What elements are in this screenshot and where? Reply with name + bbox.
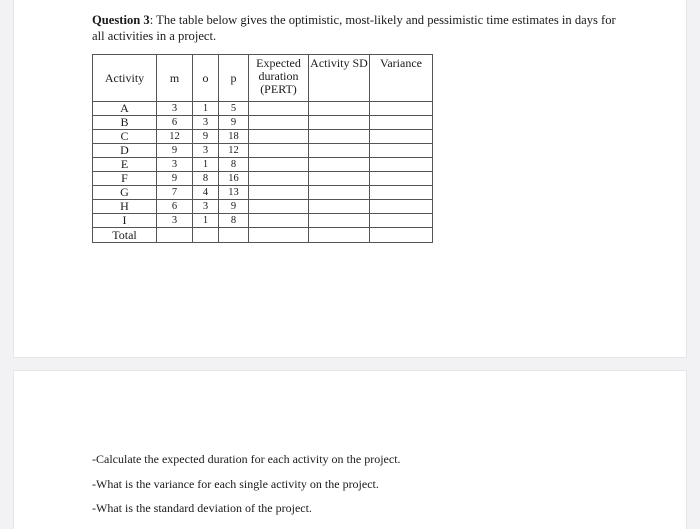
cell-p: 9	[219, 200, 249, 214]
header-variance: Variance	[370, 55, 433, 102]
cell-p: 13	[219, 186, 249, 200]
cell-activity: E	[93, 158, 157, 172]
cell-expected[interactable]	[249, 102, 309, 116]
cell-total-m	[157, 228, 193, 243]
cell-activity: B	[93, 116, 157, 130]
cell-p: 9	[219, 116, 249, 130]
cell-sd[interactable]	[309, 172, 370, 186]
table-row	[93, 158, 433, 172]
cell-o: 1	[193, 158, 219, 172]
cell-variance[interactable]	[370, 102, 433, 116]
cell-total-p	[219, 228, 249, 243]
cell-m: 6	[157, 116, 193, 130]
header-m: m	[157, 55, 193, 102]
cell-o: 3	[193, 200, 219, 214]
cell-m: 7	[157, 186, 193, 200]
cell-m: 9	[157, 172, 193, 186]
table-row	[93, 172, 433, 186]
table-row	[93, 200, 433, 214]
cell-o: 3	[193, 116, 219, 130]
cell-expected[interactable]	[249, 130, 309, 144]
cell-variance[interactable]	[370, 200, 433, 214]
cell-sd[interactable]	[309, 102, 370, 116]
cell-total-label: Total	[93, 228, 157, 243]
cell-activity: C	[93, 130, 157, 144]
cell-sd[interactable]	[309, 158, 370, 172]
cell-sd[interactable]	[309, 116, 370, 130]
question-body: : The table below gives the optimistic, most-likely and pessimistic time estimates in days for all activities in a project.	[92, 13, 616, 43]
cell-p: 12	[219, 144, 249, 158]
header-activity: Activity	[93, 55, 157, 102]
table-row	[93, 102, 433, 116]
question-label: Question 3	[92, 13, 150, 27]
cell-p: 16	[219, 172, 249, 186]
cell-m: 9	[157, 144, 193, 158]
cell-m: 3	[157, 102, 193, 116]
cell-m: 6	[157, 200, 193, 214]
cell-sd[interactable]	[309, 200, 370, 214]
cell-activity: A	[93, 102, 157, 116]
cell-expected[interactable]	[249, 172, 309, 186]
cell-activity: H	[93, 200, 157, 214]
table-row	[93, 130, 433, 144]
cell-activity: I	[93, 214, 157, 228]
cell-sd[interactable]	[309, 130, 370, 144]
cell-expected[interactable]	[249, 144, 309, 158]
cell-expected[interactable]	[249, 158, 309, 172]
table-row	[93, 116, 433, 130]
cell-expected[interactable]	[249, 214, 309, 228]
cell-activity: G	[93, 186, 157, 200]
task-item: -Calculate the expected duration for each activity on the project.	[92, 452, 401, 466]
cell-expected[interactable]	[249, 186, 309, 200]
header-expected: Expected duration (PERT)	[249, 55, 309, 102]
cell-p: 18	[219, 130, 249, 144]
cell-total-expected[interactable]	[249, 228, 309, 243]
cell-m: 12	[157, 130, 193, 144]
cell-total-sd[interactable]	[309, 228, 370, 243]
cell-total-o	[193, 228, 219, 243]
cell-p: 8	[219, 158, 249, 172]
cell-variance[interactable]	[370, 158, 433, 172]
cell-expected[interactable]	[249, 200, 309, 214]
cell-o: 8	[193, 172, 219, 186]
cell-m: 3	[157, 214, 193, 228]
cell-o: 4	[193, 186, 219, 200]
table-row	[93, 186, 433, 200]
cell-p: 5	[219, 102, 249, 116]
cell-variance[interactable]	[370, 144, 433, 158]
cell-o: 3	[193, 144, 219, 158]
question-card	[14, 0, 686, 357]
table-row	[93, 214, 433, 228]
table-row	[93, 144, 433, 158]
cell-activity: F	[93, 172, 157, 186]
cell-variance[interactable]	[370, 116, 433, 130]
cell-sd[interactable]	[309, 186, 370, 200]
cell-sd[interactable]	[309, 144, 370, 158]
pert-table	[92, 54, 433, 243]
table-header-row	[93, 55, 433, 102]
cell-m: 3	[157, 158, 193, 172]
task-list	[92, 447, 401, 521]
cell-variance[interactable]	[370, 186, 433, 200]
cell-p: 8	[219, 214, 249, 228]
cell-activity: D	[93, 144, 157, 158]
cell-variance[interactable]	[370, 172, 433, 186]
cell-total-variance[interactable]	[370, 228, 433, 243]
task-item: -What is the variance for each single activity on the project.	[92, 476, 379, 491]
tasks-card	[14, 371, 686, 529]
header-p: p	[219, 55, 249, 102]
header-sd: Activity SD	[309, 55, 370, 102]
cell-variance[interactable]	[370, 130, 433, 144]
cell-variance[interactable]	[370, 214, 433, 228]
cell-o: 9	[193, 130, 219, 144]
cell-o: 1	[193, 214, 219, 228]
table-total-row	[93, 228, 433, 243]
question-text	[92, 13, 622, 44]
cell-o: 1	[193, 102, 219, 116]
header-o: o	[193, 55, 219, 102]
cell-expected[interactable]	[249, 116, 309, 130]
cell-sd[interactable]	[309, 214, 370, 228]
task-item: -What is the standard deviation of the project.	[92, 501, 312, 515]
